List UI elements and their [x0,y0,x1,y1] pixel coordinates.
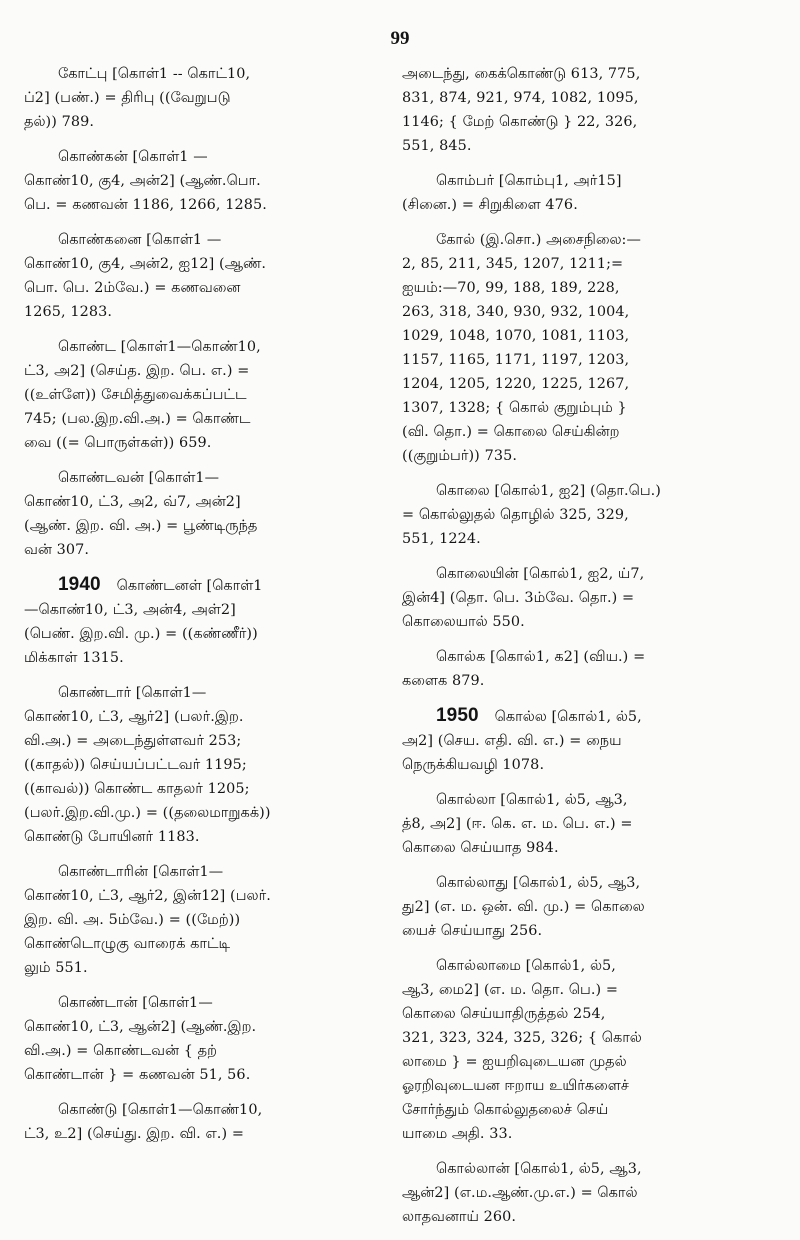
entry-line [402,895,782,919]
entry-line [402,527,782,551]
entry-text: 1204, 1205, 1220, 1225, 1267, [402,376,630,392]
entry-text: கொம்பர் [கொம்பு1, அர்15] [436,173,622,189]
entry-text: தல்)) 789. [24,114,95,130]
entry-line [402,134,782,158]
entry-line [402,1098,782,1122]
entry-line [402,252,782,276]
entry-text: கொண்ட [கொள்1—கொண்10, [58,339,261,355]
entry-text: வை ((= பொருள்கள்)) 659. [24,435,212,451]
entry-text: கொண்டாரின் [கொள்1— [58,864,224,880]
entry-text: 551, 1224. [402,531,481,547]
entry-text: மிக்காள் 1315. [24,650,124,666]
entry-text: (சினை.) = சிறுகிளை 476. [402,197,578,213]
dictionary-entry [402,871,782,943]
entry-text: கொண்டு [கொள்1—கொண்10, [58,1102,263,1118]
entry-line [402,610,782,634]
entry-text: 2, 85, 211, 345, 1207, 1211;= [402,256,624,272]
entry-text: (ஆண். இற. வி. அ.) = பூண்டிருந்த [24,518,258,534]
entry-text: கொண்டான் } = கணவன் 51, 56. [24,1067,251,1083]
entry-line [402,1122,782,1146]
entry-line [24,956,402,980]
dictionary-entry [24,573,402,670]
entry-line [24,431,402,455]
entry-text: கொண்டார் [கொள்1— [58,685,207,701]
entry-line [24,359,402,383]
entry-text: கொண்10, கு4, அன்2, ஐ12] (ஆண். [24,256,267,272]
entry-line [24,1063,402,1087]
entry-headword-line [24,145,402,169]
entry-line [402,503,782,527]
dictionary-entry [402,479,782,551]
entry-text: 1307, 1328; { கொல் குறும்பும் } [402,400,627,416]
entry-line [24,932,402,956]
entry-text: கொண்டொழுகு வாரைக் காட்டி [24,936,231,952]
entry-text: நெருக்கியவழி 1078. [402,757,545,773]
entry-text: கொண்டவன் [கொள்1— [58,470,220,486]
entry-text: கொலை [கொல்1, ஐ2] (தொ.பெ.) [436,483,662,499]
entry-text: கொலை செய்யாத 984. [402,840,559,856]
entry-text: யைச் செய்யாது 256. [402,923,543,939]
entry-line [402,836,782,860]
entry-text: (பெண். இற.வி. மு.) = ((கண்ணீர்)) [24,626,258,642]
entry-text: கொண்டான் [கொள்1— [58,995,213,1011]
entry-text: ட்3, உ2] (செய்து. இற. வி. எ.) = [24,1126,245,1142]
dictionary-entry [24,62,402,134]
dictionary-entry [402,645,782,693]
entry-text: ((உள்ளே)) சேமித்துவைக்கப்பட்ட [24,387,247,403]
entry-text: ஓரறிவுடையன ஈறாய உயிர்களைச் [402,1078,629,1094]
entry-line [24,407,402,431]
entry-line [24,110,402,134]
entry-text: பொ. பெ. 2ம்வே.) = கணவனை [24,280,241,296]
entry-headword-line [24,1098,402,1122]
entry-line [24,884,402,908]
entry-headword-line [402,704,782,729]
entry-line [24,1122,402,1146]
entry-text: இன்4] (தொ. பெ. 3ம்வே. தொ.) = [402,590,635,606]
entry-headword-line [24,860,402,884]
entry-text: வி.அ.) = கொண்டவன் { தற் [24,1043,218,1059]
entry-headword-line [24,466,402,490]
entry-text: வன் 307. [24,542,90,558]
entry-text: —கொண்10, ட்3, அன்4, அள்2] [24,602,236,618]
entry-headword-line [402,1157,782,1181]
entry-line [24,1015,402,1039]
entry-line [402,86,782,110]
dictionary-entry [24,466,402,562]
entry-line [402,919,782,943]
entry-text: ப்2] (பண்.) = திரிபு ((வேறுபடு [24,90,231,106]
entry-line [402,372,782,396]
entry-line [24,622,402,646]
entry-text: கொண்10, ட்3, ஆர்2] (பலர்.இற. [24,709,244,725]
entry-text: கொல்ல [கொல்1, ல்5, [494,709,642,725]
entry-text: ஆ3, மை2] (எ. ம. தொ. பெ.) = [402,982,619,998]
entry-text: கொலையின் [கொல்1, ஐ2, ய்7, [436,566,645,582]
entry-text: கொண்கன் [கொள்1 — [58,149,208,165]
entry-headword-line [402,479,782,503]
entry-text: ((காதல்)) செய்யப்பட்டவர் 1195; [24,757,247,773]
entry-text: சோர்ந்தும் கொல்லுதலைச் செய் [402,1102,609,1118]
entry-line [402,729,782,753]
entry-text: = கொல்லுதல் தொழில் 325, 329, [402,507,629,523]
entry-line [24,86,402,110]
entry-headword-line [24,228,402,252]
entry-text: ட்3, அ2] (செய்த. இற. பெ. எ.) = [24,363,250,379]
entry-text: (பலர்.இற.வி.மு.) = ((தலைமாறுகக்)) [24,805,271,821]
entry-line [24,825,402,849]
entry-text: கொல்க [கொல்1, க2] (விய.) = [436,649,646,665]
entry-headword-line [24,991,402,1015]
entry-line [24,300,402,324]
entry-text: கொண்10, ட்3, ஆர்2, இன்12] (பலர். [24,888,271,904]
right-column [402,62,782,1240]
entry-text: லாமை } = ஐயறிவுடையன முதல் [402,1054,627,1070]
entry-headword-line [402,562,782,586]
dictionary-entry [24,335,402,455]
entry-line [24,729,402,753]
entry-text: 1146; { மேற் கொண்டு } 22, 326, [402,114,638,130]
entry-line [402,1181,782,1205]
entry-text: ((குறும்பர்)) 735. [402,448,518,464]
dictionary-entry [402,704,782,777]
dictionary-entry [24,145,402,217]
entry-line [402,669,782,693]
entry-text: யாமை அதி. 33. [402,1126,513,1142]
entry-line [402,1002,782,1026]
entry-text: இற. வி. அ. 5ம்வே.) = ((மேற்)) [24,912,241,928]
entry-serial-number: 1950 [436,705,479,726]
entry-text: 745; (பல.இற.வி.அ.) = கொண்ட [24,411,251,427]
entry-text: கொல்லான் [கொல்1, ல்5, ஆ3, [436,1161,642,1177]
entry-text: லும் 551. [24,960,88,976]
entry-line [402,193,782,217]
entry-text: கொலை செய்யாதிருத்தல் 254, [402,1006,606,1022]
entry-line [24,777,402,801]
dictionary-entry [402,228,782,468]
entry-line [402,1050,782,1074]
entry-text: த்8, அ2] (ஈ. கெ. எ. ம. பெ. எ.) = [402,816,633,832]
entry-text: 321, 323, 324, 325, 326; { கொல் [402,1030,642,1046]
entry-line [402,1074,782,1098]
entry-headword-line [402,954,782,978]
entry-text: கொண்டனள் [கொள்1 [116,578,263,594]
entry-headword-line [402,228,782,252]
entry-headword-line [24,335,402,359]
entry-text: து2] (எ. ம. ஒன். வி. மு.) = கொலை [402,899,645,915]
dictionary-entry [402,62,782,158]
entry-headword-line [402,788,782,812]
entry-text: அடைந்து, கைக்கொண்டு 613, 775, [402,66,641,82]
entry-text: கொண்10, கு4, அன்2] (ஆண்.பொ. [24,173,261,189]
entry-line [24,169,402,193]
dictionary-entry [402,1157,782,1229]
entry-headword-line [402,645,782,669]
entry-line [402,753,782,777]
entry-line [24,276,402,300]
entry-headword-line [402,62,782,86]
dictionary-entry [24,991,402,1087]
entry-headword-line [402,871,782,895]
entry-headword-line [24,62,402,86]
dictionary-entry [402,788,782,860]
entry-text: 1029, 1048, 1070, 1081, 1103, [402,328,630,344]
entry-line [24,646,402,670]
entry-line [24,538,402,562]
dictionary-entry [402,169,782,217]
entry-text: வி.அ.) = அடைந்துள்ளவர் 253; [24,733,242,749]
entry-text: (வி. தொ.) = கொலை செய்கின்ற [402,424,620,440]
dictionary-entry [402,954,782,1146]
entry-line [402,300,782,324]
entry-text: 551, 845. [402,138,472,154]
entry-text: 1157, 1165, 1171, 1197, 1203, [402,352,630,368]
entry-line [24,801,402,825]
entry-line [402,396,782,420]
entry-text: களைக 879. [402,673,485,689]
dictionary-entry [24,860,402,980]
entry-text: கோல் (இ.சொ.) அசைநிலை:— [436,232,641,248]
entry-line [24,908,402,932]
entry-line [402,1205,782,1229]
dictionary-entry [24,681,402,849]
entry-line [402,444,782,468]
entry-text: லாதவனாய் 260. [402,1209,517,1225]
dictionary-entry [24,228,402,324]
entry-text: கொல்லாமை [கொல்1, ல்5, [436,958,616,974]
entry-text: கொல்லா [கொல்1, ல்5, ஆ3, [436,792,628,808]
left-column [24,62,402,1157]
entry-line [402,420,782,444]
entry-text: ஐயம்:—70, 99, 188, 189, 228, [402,280,620,296]
entry-text: 1265, 1283. [24,304,113,320]
entry-line [24,252,402,276]
entry-line [402,348,782,372]
entry-line [24,383,402,407]
entry-text: கொண்கனை [கொள்1 — [58,232,222,248]
entry-line [24,705,402,729]
dictionary-entry [402,562,782,634]
entry-text: ((காவல்)) கொண்ட காதலர் 1205; [24,781,250,797]
entry-line [402,324,782,348]
entry-text: ஆன்2] (எ.ம.ஆண்.மு.எ.) = கொல் [402,1185,638,1201]
entry-line [402,276,782,300]
entry-serial-number: 1940 [58,574,101,595]
page-number: 99 [390,28,410,49]
entry-line [402,812,782,836]
entry-headword-line [402,169,782,193]
entry-text: பெ. = கணவன் 1186, 1266, 1285. [24,197,267,213]
entry-text: கொண்10, ட்3, அ2, வ்7, அன்2] [24,494,241,510]
dictionary-entry [24,1098,402,1146]
entry-line [24,1039,402,1063]
entry-line [402,1026,782,1050]
entry-text: 263, 318, 340, 930, 932, 1004, [402,304,630,320]
entry-text: 831, 874, 921, 974, 1082, 1095, [402,90,639,106]
entry-line [24,598,402,622]
entry-text: அ2] (செய. எதி. வி. எ.) = நைய [402,733,622,749]
entry-line [24,514,402,538]
entry-text: கொண்டு போயினர் 1183. [24,829,200,845]
entry-line [24,193,402,217]
entry-line [24,490,402,514]
entry-headword-line [24,573,402,598]
entry-line [402,586,782,610]
entry-text: கொண்10, ட்3, ஆன்2] (ஆண்.இற. [24,1019,257,1035]
entry-line [24,753,402,777]
entry-text: கொல்லாது [கொல்1, ல்5, ஆ3, [436,875,641,891]
entry-text: கோட்பு [கொள்1 -- கொட்10, [58,66,251,82]
entry-text: கொலையால் 550. [402,614,525,630]
entry-line [402,978,782,1002]
entry-headword-line [24,681,402,705]
entry-line [402,110,782,134]
